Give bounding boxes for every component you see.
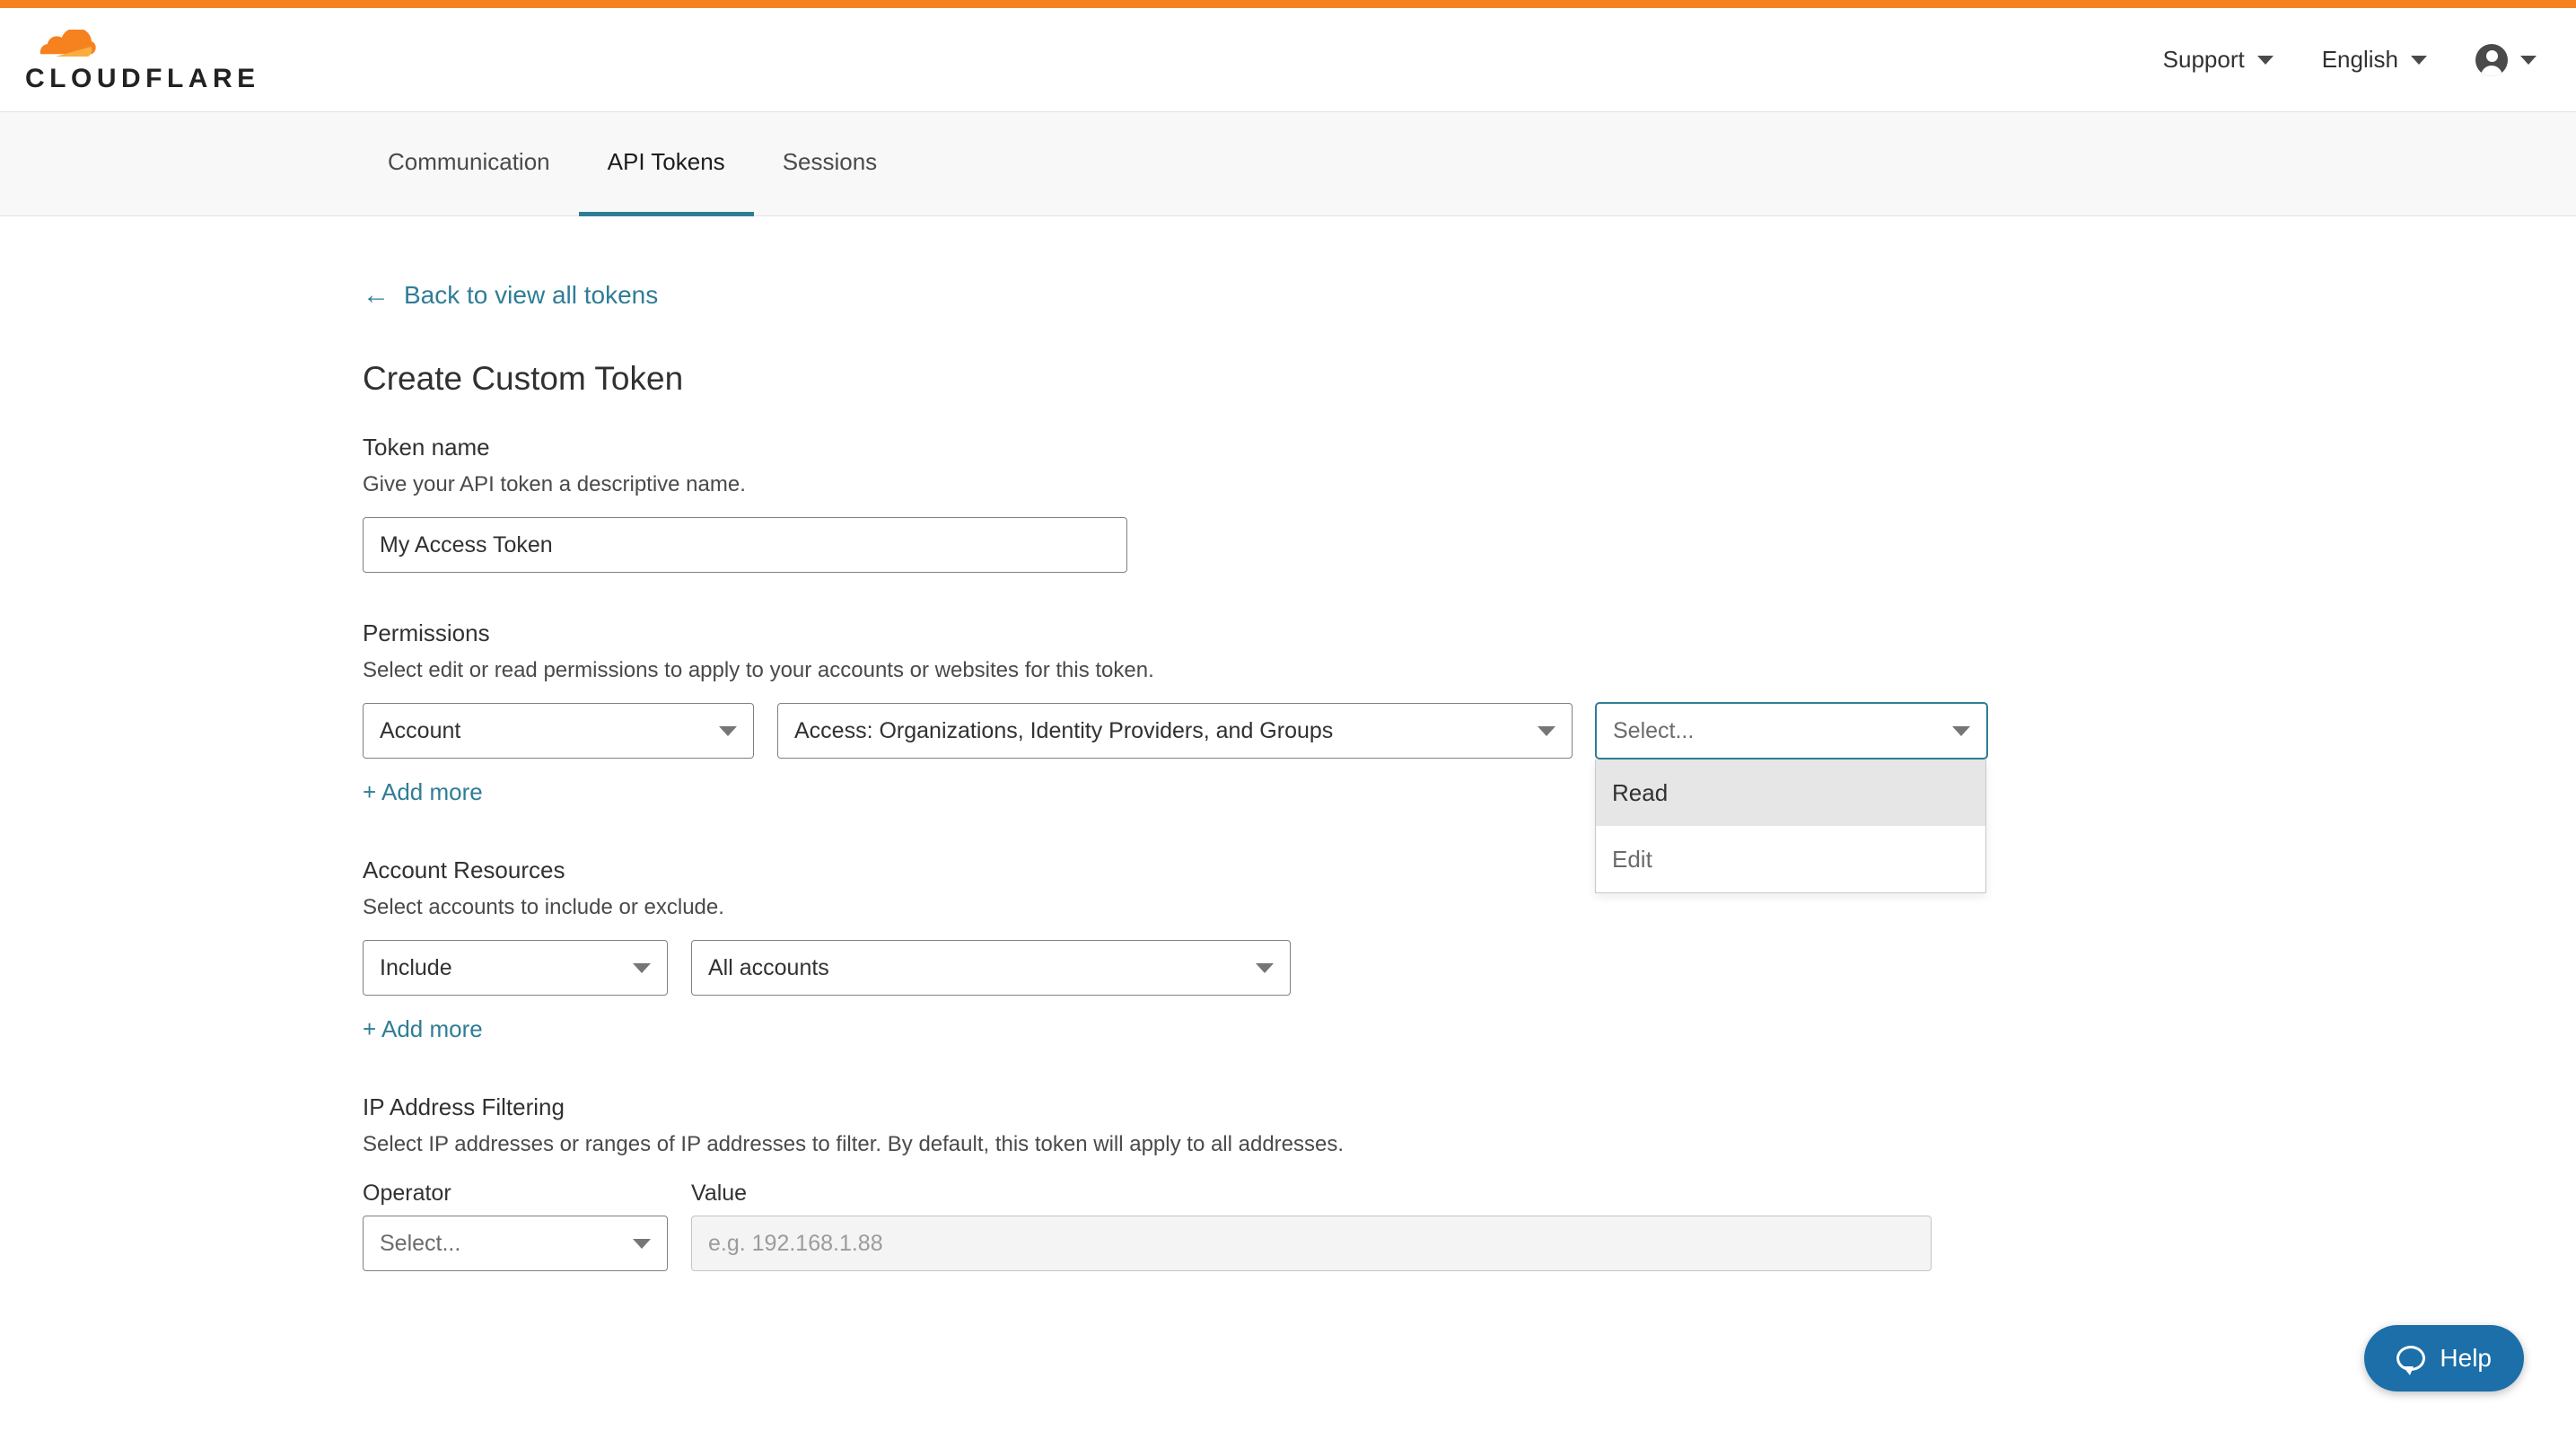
arrow-left-icon: ← bbox=[363, 280, 390, 310]
permissions-label: Permissions bbox=[363, 619, 490, 646]
support-label: Support bbox=[2162, 46, 2245, 73]
ip-filtering-description: Select IP addresses or ranges of IP addresses to filter. By default, this token will apply to all addresses. bbox=[363, 1132, 1345, 1156]
chevron-down-icon bbox=[1538, 726, 1555, 736]
permission-scope-select[interactable] bbox=[363, 703, 754, 759]
tab-api-tokens[interactable]: API Tokens bbox=[579, 112, 754, 216]
cloudflare-wordmark: CLOUDFLARE bbox=[25, 63, 260, 93]
ip-filtering-label: IP Address Filtering bbox=[363, 1093, 565, 1120]
profile-tabbar bbox=[0, 112, 2576, 216]
language-label: English bbox=[2321, 46, 2398, 73]
permission-level-select[interactable] bbox=[1596, 703, 1987, 759]
chevron-down-icon bbox=[2411, 56, 2427, 65]
chat-bubble-icon bbox=[2396, 1346, 2425, 1371]
dropdown-option-edit[interactable]: Edit bbox=[1612, 845, 1652, 873]
ip-value-field bbox=[691, 1181, 1932, 1271]
app-header bbox=[0, 8, 2576, 112]
help-button-label: Help bbox=[2440, 1344, 2492, 1372]
ip-operator-label: Operator bbox=[363, 1181, 451, 1206]
account-resource-operator-value: Include bbox=[380, 954, 452, 980]
chevron-down-icon bbox=[633, 963, 651, 973]
chevron-down-icon bbox=[2520, 56, 2537, 65]
support-menu[interactable] bbox=[2163, 46, 2274, 74]
back-to-all-tokens-link[interactable] bbox=[363, 281, 658, 310]
token-name-label: Token name bbox=[363, 434, 490, 461]
permission-scope-value: Account bbox=[380, 717, 461, 743]
page-title: Create Custom Token bbox=[363, 360, 684, 397]
ip-value-input[interactable] bbox=[691, 1216, 1932, 1271]
tab-communication[interactable]: Communication bbox=[388, 148, 550, 175]
chevron-down-icon bbox=[1256, 963, 1274, 973]
chevron-down-icon bbox=[719, 726, 737, 736]
language-menu[interactable] bbox=[2322, 46, 2427, 74]
ip-filtering-row bbox=[363, 1181, 2576, 1271]
ip-operator-field bbox=[363, 1181, 668, 1271]
account-resources-add-more[interactable]: + Add more bbox=[363, 1015, 483, 1042]
user-avatar-icon bbox=[2475, 44, 2508, 76]
account-resource-operator-select[interactable] bbox=[363, 940, 668, 996]
help-button[interactable] bbox=[2364, 1325, 2524, 1391]
top-accent-bar bbox=[0, 0, 2576, 8]
permission-level-value: Select... bbox=[1613, 717, 1695, 743]
permissions-add-more[interactable]: + Add more bbox=[363, 778, 483, 805]
account-resources-description: Select accounts to include or exclude. bbox=[363, 895, 724, 919]
token-name-description: Give your API token a descriptive name. bbox=[363, 472, 746, 496]
cloudflare-cloud-icon bbox=[25, 30, 151, 67]
back-link-label: Back to view all tokens bbox=[404, 281, 659, 309]
chevron-down-icon bbox=[2257, 56, 2274, 65]
account-resource-target-value: All accounts bbox=[708, 954, 829, 980]
permission-resource-value: Access: Organizations, Identity Providers, and Groups bbox=[794, 717, 1334, 743]
chevron-down-icon bbox=[1952, 726, 1970, 736]
ip-value-placeholder: e.g. 192.168.1.88 bbox=[708, 1230, 883, 1256]
tab-sessions[interactable]: Sessions bbox=[782, 148, 878, 175]
chevron-down-icon bbox=[633, 1239, 651, 1249]
account-resource-target-select[interactable] bbox=[691, 940, 1291, 996]
account-resources-row bbox=[363, 940, 2576, 996]
header-right-group bbox=[2163, 44, 2537, 76]
permission-resource-select[interactable] bbox=[777, 703, 1573, 759]
token-name-input[interactable] bbox=[363, 517, 1127, 573]
ip-operator-value: Select... bbox=[380, 1230, 461, 1256]
account-resources-label: Account Resources bbox=[363, 856, 565, 883]
dropdown-option-read[interactable]: Read bbox=[1596, 759, 1985, 826]
ip-operator-select[interactable] bbox=[363, 1216, 668, 1271]
permission-level-dropdown bbox=[1595, 759, 1986, 893]
account-menu[interactable] bbox=[2475, 44, 2537, 76]
main-content bbox=[0, 281, 2576, 1271]
permission-level-wrapper bbox=[1596, 703, 1987, 873]
cloudflare-logo[interactable] bbox=[25, 30, 260, 94]
ip-value-label: Value bbox=[691, 1181, 748, 1206]
permissions-description: Select edit or read permissions to apply to your accounts or websites for this token. bbox=[363, 658, 1154, 682]
